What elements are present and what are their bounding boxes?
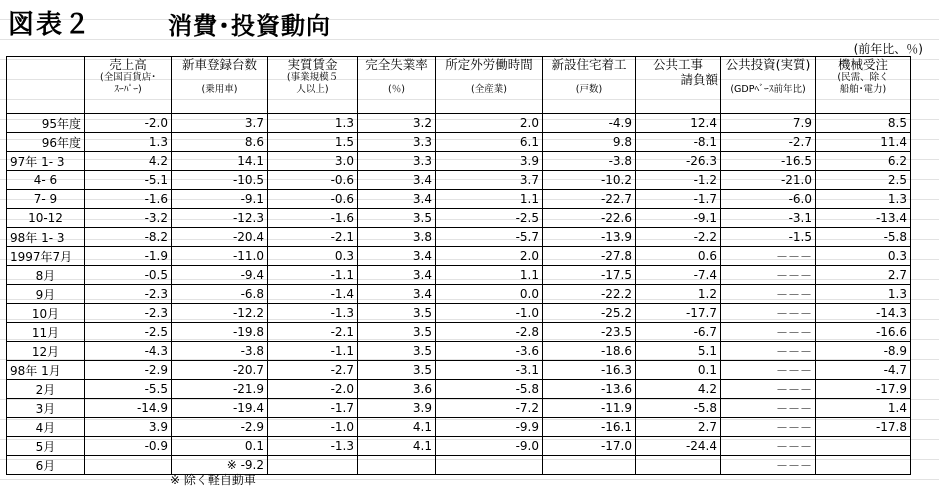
table-cell: -0.5 [85,266,172,285]
table-cell: -18.6 [543,342,636,361]
table-cell: －－－ [721,247,816,266]
table-cell: -20.4 [172,228,268,247]
table-cell: -2.0 [85,114,172,133]
table-cell [636,456,721,475]
column-header-title: 公共工事 [652,57,703,72]
table-cell: 2.0 [436,114,543,133]
table-cell: -2.3 [85,304,172,323]
table-row [7,114,911,133]
table-cell: －－－ [721,323,816,342]
table-cell: -13.4 [816,209,911,228]
table-cell: 4.1 [358,437,436,456]
table-cell: -3.6 [436,342,543,361]
column-header-note: (戸数) [575,84,603,95]
table-cell: -9.9 [436,418,543,437]
table-cell: 4.2 [85,152,172,171]
table-row [7,209,911,228]
table-cell: -2.9 [172,418,268,437]
column-header [358,57,436,114]
table-cell: 2.0 [436,247,543,266]
table-cell: 3.3 [358,133,436,152]
table-row [7,342,911,361]
table-cell: 2.7 [816,266,911,285]
column-header-title: 売上高 [109,57,147,72]
table-row [7,133,911,152]
column-header-note: (乗用車) [201,84,238,95]
table-cell: 8.5 [816,114,911,133]
table-cell [358,456,436,475]
table-cell: -1.4 [268,285,358,304]
column-header-title: 完全失業率 [365,57,428,72]
table-cell: －－－ [721,342,816,361]
table-cell: -17.0 [543,437,636,456]
table-cell [85,456,172,475]
table-cell: 3.7 [172,114,268,133]
table-cell: -4.9 [543,114,636,133]
column-header-note: (GDPﾍﾞｰｽ前年比) [730,84,806,95]
table-cell: 12.4 [636,114,721,133]
table-cell: 3.4 [358,171,436,190]
table-cell: -5.5 [85,380,172,399]
row-label: 6月 [7,456,85,475]
table-cell: -3.2 [85,209,172,228]
table-cell: -22.7 [543,190,636,209]
column-header-note: 人以上) [296,84,329,95]
table-row [7,228,911,247]
table-cell: -1.3 [268,304,358,323]
table-cell: -1.3 [268,437,358,456]
table-cell: -13.6 [543,380,636,399]
table-cell [816,437,911,456]
table-cell: 1.1 [436,266,543,285]
table-cell: 3.4 [358,190,436,209]
table-cell: -1.7 [636,190,721,209]
table-cell: 1.5 [268,133,358,152]
table-cell: -3.1 [436,361,543,380]
table-cell: -16.6 [816,323,911,342]
table-cell: ※ -9.2 [172,456,268,475]
header-row [7,57,911,114]
row-label: 2月 [7,380,85,399]
row-label: 8月 [7,266,85,285]
table-cell: -22.2 [543,285,636,304]
column-header [816,57,911,114]
row-label: 97年 1- 3 [7,152,85,171]
table-cell: -17.5 [543,266,636,285]
table-cell: -21.9 [172,380,268,399]
row-label: 10月 [7,304,85,323]
table-cell: 1.4 [816,399,911,418]
table-cell: -2.5 [436,209,543,228]
table-cell: -1.7 [268,399,358,418]
table-cell: -2.5 [85,323,172,342]
table-cell: -17.9 [816,380,911,399]
table-cell: 3.6 [358,380,436,399]
column-header [636,57,721,114]
table-cell: -25.2 [543,304,636,323]
table-cell: －－－ [721,361,816,380]
table-cell: 0.1 [636,361,721,380]
row-label: 12月 [7,342,85,361]
table-cell: -8.9 [816,342,911,361]
table-cell: -1.6 [268,209,358,228]
table-cell: -3.1 [721,209,816,228]
table-cell: -11.9 [543,399,636,418]
table-cell: -2.9 [85,361,172,380]
column-header-title: 新設住宅着工 [551,57,627,72]
row-label: 10-12 [7,209,85,228]
unit-note: (前年比、％) [853,42,923,56]
table-cell: 6.1 [436,133,543,152]
table-row [7,304,911,323]
table-row [7,171,911,190]
table-cell: 3.9 [85,418,172,437]
footnote: ※ 除く軽自動車 [170,473,256,487]
table-cell: －－－ [721,437,816,456]
table-cell: -14.9 [85,399,172,418]
column-header-note: (％) [388,84,405,95]
table-cell: 2.7 [636,418,721,437]
page-title: 消費･投資動向 [168,12,331,40]
table-cell: -1.9 [85,247,172,266]
table-cell: -8.1 [636,133,721,152]
table-cell: -10.2 [543,171,636,190]
column-header-sub [360,72,433,84]
table-cell: -3.8 [543,152,636,171]
table-cell [543,456,636,475]
table-cell: -0.6 [268,190,358,209]
table-cell: -1.1 [268,342,358,361]
header-corner [7,57,85,114]
table-cell: 1.3 [816,285,911,304]
table-row [7,361,911,380]
table-cell: －－－ [721,399,816,418]
table-cell: 3.9 [436,152,543,171]
table-cell: -6.8 [172,285,268,304]
row-label: 7- 9 [7,190,85,209]
table-body [7,114,911,475]
table-cell: 3.5 [358,342,436,361]
table-cell: -7.4 [636,266,721,285]
table-cell: -19.4 [172,399,268,418]
table-cell: -2.7 [721,133,816,152]
table-cell: -1.0 [436,304,543,323]
table-row [7,399,911,418]
table-cell: -12.2 [172,304,268,323]
table-cell: -0.9 [85,437,172,456]
table-cell: -2.7 [268,361,358,380]
table-cell: －－－ [721,456,816,475]
column-header-sub: (民需、除く [837,72,889,83]
table-cell: 2.5 [816,171,911,190]
row-label: 4- 6 [7,171,85,190]
table-cell: -26.3 [636,152,721,171]
table-cell: -1.6 [85,190,172,209]
table-cell: 4.1 [358,418,436,437]
table-cell: -16.3 [543,361,636,380]
table-cell: 1.1 [436,190,543,209]
row-label: 11月 [7,323,85,342]
table-cell: -11.0 [172,247,268,266]
column-header [436,57,543,114]
table-cell: 3.2 [358,114,436,133]
column-header-sub [545,72,633,84]
table-cell: -10.5 [172,171,268,190]
table-cell: 0.3 [816,247,911,266]
column-header [268,57,358,114]
table-cell: -2.1 [268,228,358,247]
table-cell: -21.0 [721,171,816,190]
table-cell: -9.0 [436,437,543,456]
table-cell: -4.3 [85,342,172,361]
table-cell: -5.7 [436,228,543,247]
table-cell: 6.2 [816,152,911,171]
table-row [7,285,911,304]
table-cell [268,456,358,475]
table-row [7,437,911,456]
table-cell: 3.5 [358,209,436,228]
table-row [7,266,911,285]
column-header-sub [723,72,813,84]
table-cell: -17.7 [636,304,721,323]
table-cell: -4.7 [816,361,911,380]
table-cell: -12.3 [172,209,268,228]
table-cell: -2.1 [268,323,358,342]
table-cell: -7.2 [436,399,543,418]
table-cell: 1.3 [816,190,911,209]
table-row [7,152,911,171]
row-label: 1997年7月 [7,247,85,266]
table-cell: -9.4 [172,266,268,285]
table-cell: -9.1 [172,190,268,209]
table-cell [816,456,911,475]
table-cell: 7.9 [721,114,816,133]
row-label: 98年 1月 [7,361,85,380]
table-cell: 3.3 [358,152,436,171]
table-cell: -23.5 [543,323,636,342]
table-cell: -5.8 [816,228,911,247]
table-cell: 5.1 [636,342,721,361]
table-cell: 11.4 [816,133,911,152]
table-row [7,323,911,342]
table-row [7,247,911,266]
column-header-note: ｽｰﾊﾟｰ) [114,84,142,95]
table-row [7,190,911,209]
table-cell: -3.8 [172,342,268,361]
table-cell: -9.1 [636,209,721,228]
table-cell: 1.3 [268,114,358,133]
table-cell: 14.1 [172,152,268,171]
row-label: 4月 [7,418,85,437]
table-cell: -14.3 [816,304,911,323]
table-cell: -5.8 [436,380,543,399]
table-cell: -19.8 [172,323,268,342]
table-cell: -5.1 [85,171,172,190]
row-label: 5月 [7,437,85,456]
table-row [7,380,911,399]
column-header-note: 船舶･電力) [839,84,887,95]
table-row [7,418,911,437]
table-cell: -16.1 [543,418,636,437]
table-cell: 3.0 [268,152,358,171]
table-cell: 3.7 [436,171,543,190]
column-header-note: (全産業) [471,84,507,95]
table-cell: 4.2 [636,380,721,399]
table-cell: 3.8 [358,228,436,247]
table-cell: -2.2 [636,228,721,247]
table-cell: -5.8 [636,399,721,418]
table-cell: -13.9 [543,228,636,247]
table-cell: 1.3 [85,133,172,152]
row-label: 3月 [7,399,85,418]
table-cell: 3.4 [358,266,436,285]
table-row [7,456,911,475]
table-cell: -1.5 [721,228,816,247]
table-cell: 3.5 [358,361,436,380]
table-cell: -1.0 [268,418,358,437]
table-cell: -27.8 [543,247,636,266]
row-label: 9月 [7,285,85,304]
column-header [85,57,172,114]
table-cell: -16.5 [721,152,816,171]
table-cell: 3.5 [358,304,436,323]
table-cell: 3.9 [358,399,436,418]
column-header [172,57,268,114]
table-cell: -17.8 [816,418,911,437]
column-header-title: 公共投資(実質) [725,57,811,72]
column-header-sub: (全国百貨店･ [100,72,156,83]
table-cell: 9.8 [543,133,636,152]
table-cell: -0.6 [268,171,358,190]
table-cell: －－－ [721,304,816,323]
row-label: 98年 1- 3 [7,228,85,247]
column-header-title: 実質賃金 [287,57,338,72]
table-cell: 3.4 [358,285,436,304]
table-cell: 0.6 [636,247,721,266]
table-cell: 0.0 [436,285,543,304]
table-cell: -2.8 [436,323,543,342]
column-header-sub: (事業規模５ [286,72,339,83]
table-cell: －－－ [721,418,816,437]
table-cell: -6.7 [636,323,721,342]
column-header-title: 機械受注 [837,57,888,72]
table-cell: 8.6 [172,133,268,152]
table-cell: -6.0 [721,190,816,209]
table-cell: -2.0 [268,380,358,399]
figure-number: 図表２ [8,10,93,40]
row-label: 96年度 [7,133,85,152]
row-label: 95年度 [7,114,85,133]
column-header [543,57,636,114]
column-header-sub [438,72,540,84]
column-header-sub [174,72,265,84]
column-header-title: 所定外労働時間 [445,57,533,72]
table-cell: -1.1 [268,266,358,285]
table-cell: －－－ [721,380,816,399]
table-cell: 0.3 [268,247,358,266]
table-cell: -2.3 [85,285,172,304]
column-header-sub: 請負額 [680,72,718,87]
table-cell: 0.1 [172,437,268,456]
table-cell: -1.2 [636,171,721,190]
table-cell: -22.6 [543,209,636,228]
table-cell: -8.2 [85,228,172,247]
column-header [721,57,816,114]
table-cell: -20.7 [172,361,268,380]
table-cell: 3.4 [358,247,436,266]
table-cell: 3.5 [358,323,436,342]
table-cell: 1.2 [636,285,721,304]
table-cell: －－－ [721,285,816,304]
table-cell: -24.4 [636,437,721,456]
table-cell: －－－ [721,266,816,285]
data-table [6,56,911,475]
table-cell [436,456,543,475]
column-header-title: 新車登録台数 [181,57,257,72]
